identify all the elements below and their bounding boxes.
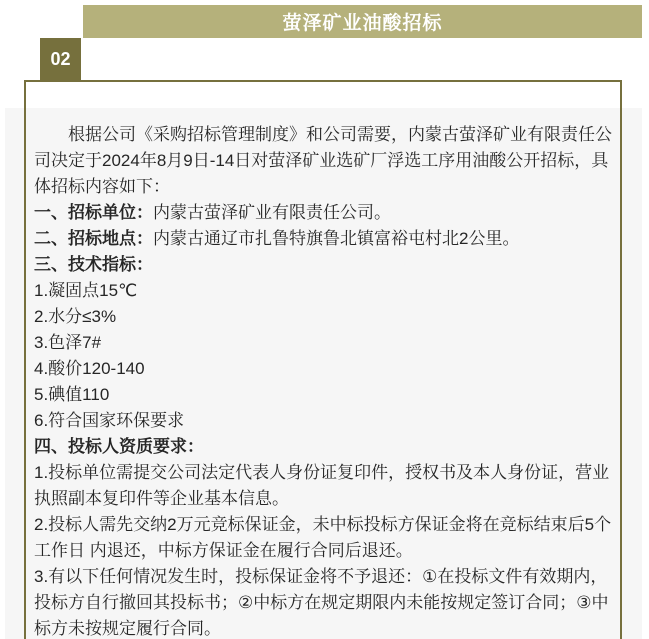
spec-item-acid-value: 4.酸价120-140 [34,359,145,378]
spec-item-environmental: 6.符合国家环保要求 [34,411,185,430]
section-heading-bid-unit [34,200,614,226]
spec-item-moisture: 2.水分≤3% [34,307,117,326]
section-heading-bid-location-label: 二、招标地点： [34,229,153,248]
requirement-item-documents: 1.投标单位需提交公司法定代表人身份证复印件，授权书及本人身份证，营业执照副本复印件等企业基本信息。 [34,463,610,508]
tender-notice-body [34,122,614,639]
spec-item-iodine-value: 5.碘值110 [34,385,110,404]
requirement-item-deposit: 2.投标人需先交纳2万元竞标保证金，未中标投标方保证金将在竞标结束后5个工作日 内退还，中标方保证金在履行合同后退还。 [34,515,612,560]
section-heading-bid-unit-text: 内蒙古萤泽矿业有限责任公司。 [153,203,391,222]
title-bar [83,5,642,38]
section-number-badge [40,38,81,81]
intro-paragraph: 根据公司《采购招标管理制度》和公司需要，内蒙古萤泽矿业有限责任公司决定于2024年8月9日-14日对萤泽矿业选矿厂浮选工序用油酸公开招标，具体招标内容如下： [34,125,612,196]
section-heading-bid-location-text: 内蒙古通辽市扎鲁特旗鲁北镇富裕屯村北2公里。 [153,229,520,248]
spec-item-color: 3.色泽7# [34,333,102,352]
section-heading-bid-location [34,226,614,252]
section-number-label: 02 [50,49,71,69]
section-heading-bid-unit-label: 一、招标单位： [34,203,153,222]
section-heading-tech-specs-label: 三、技术指标： [34,255,153,274]
section-heading-bidder-qualifications [34,434,614,460]
section-heading-tech-specs [34,252,614,278]
page-title: 萤泽矿业油酸招标 [282,13,443,34]
requirement-item-deposit-forfeit: 3.有以下任何情况发生时，投标保证金将不予退还：①在投标文件有效期内，投标方自行撤回其投标书；②中标方在规定期限内未能按规定签订合同；③中标方未按规定履行合同。 [34,567,609,638]
section-heading-bidder-qualifications-label: 四、投标人资质要求： [34,437,204,456]
spec-item-freezing-point: 1.凝固点15℃ [34,281,138,300]
